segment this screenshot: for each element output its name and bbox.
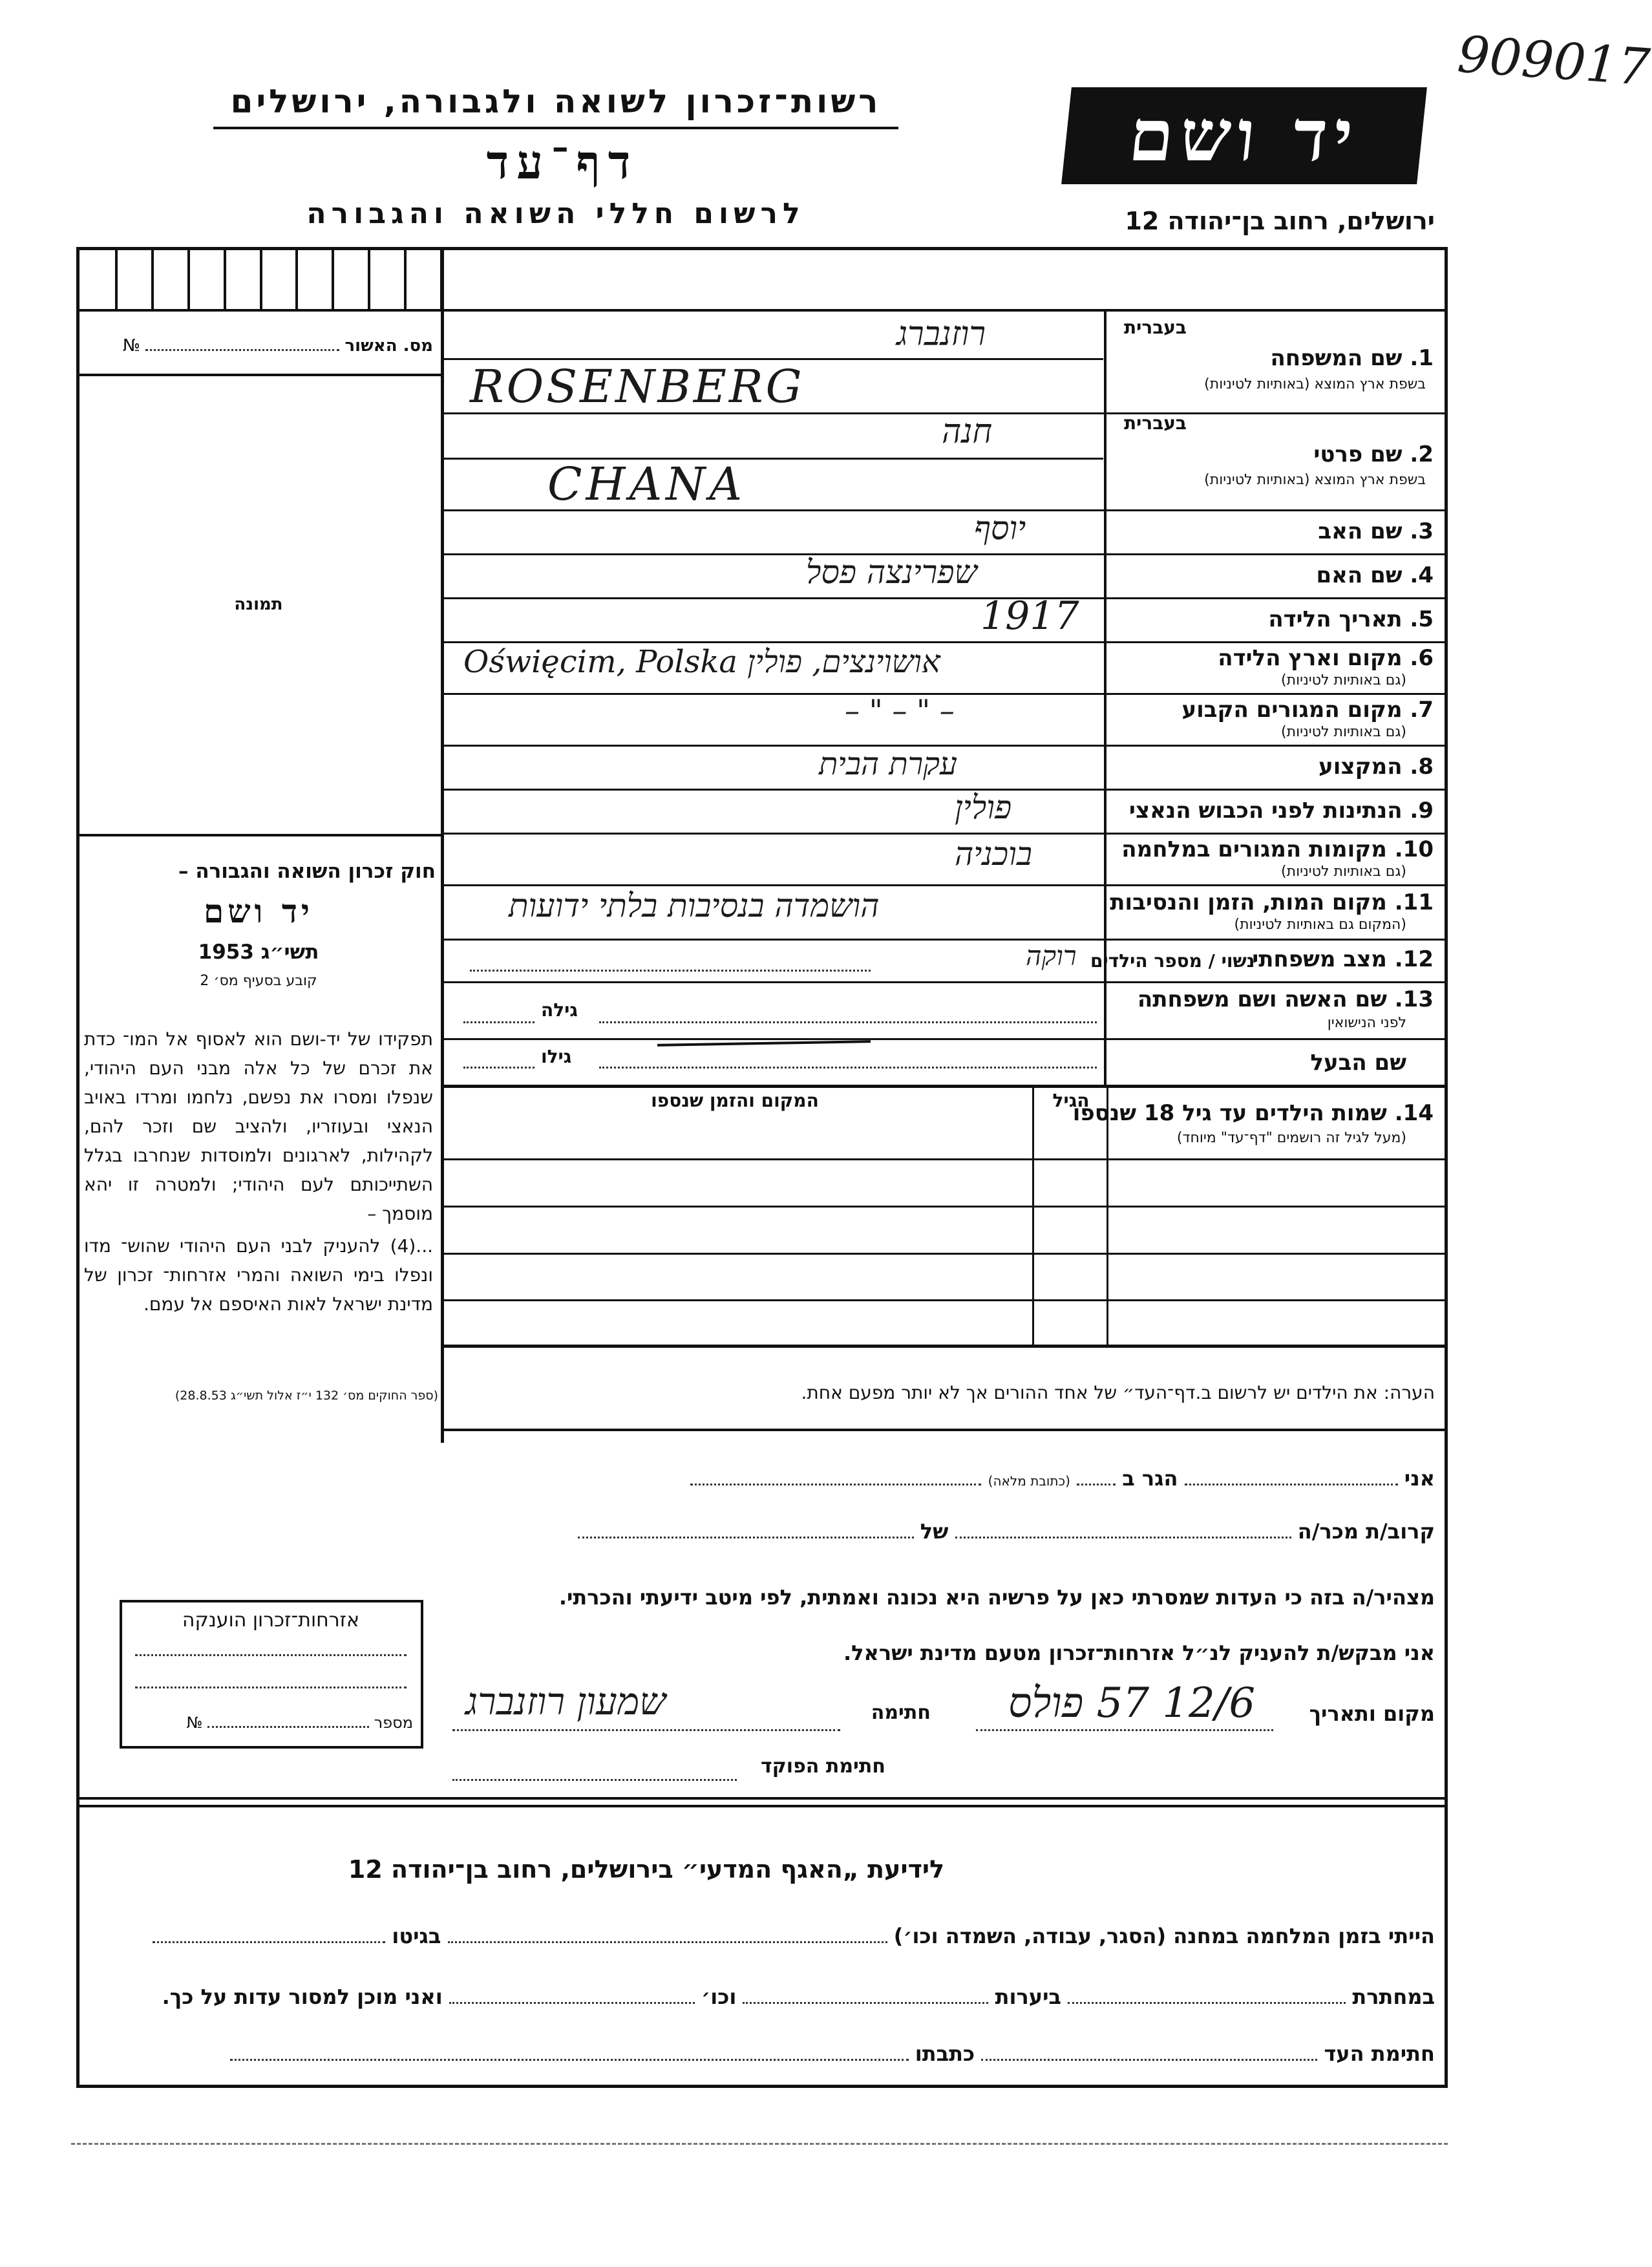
children-bottom-line xyxy=(444,1345,1445,1348)
field-row-family-name xyxy=(444,312,1445,414)
field-label-text: שם פרטי xyxy=(1313,442,1403,467)
decl-relative: קרוב/ת מכר/ה xyxy=(1297,1519,1435,1544)
signature-label: חתימה xyxy=(871,1701,931,1724)
field-num: 3. xyxy=(1410,518,1434,544)
wife-age-dotted xyxy=(463,1021,535,1023)
field-split-line xyxy=(444,458,1103,460)
decl-full-address: (כתובת מלאה) xyxy=(988,1473,1070,1489)
field-row-birth-place xyxy=(444,641,1445,695)
field-hebrew-tag: בעברית xyxy=(1123,317,1187,338)
officer-sig-label: חתימת הפוקד xyxy=(761,1755,885,1778)
law-footnote: (ספר החוקים מס׳ 132 י״ז אלול תשי״ג 28.8.53) xyxy=(175,1389,438,1403)
citizenship-dotted xyxy=(135,1687,407,1688)
field-row-death xyxy=(444,884,1445,941)
husband-dotted xyxy=(599,1067,1097,1069)
field-value: בוכניה xyxy=(955,835,1032,873)
marital-extra-label: נשוי / מספר הילדים xyxy=(1090,950,1255,972)
field-label-text: הנתינות לפני הכבוש הנאצי xyxy=(1128,798,1403,824)
info-address: כתבתו xyxy=(915,2041,975,2066)
citizenship-number-suffix: № xyxy=(186,1714,203,1732)
field-value: Oświęcim, Polska אושוינצים, פולין xyxy=(463,644,940,680)
field-num: 7. xyxy=(1410,697,1434,723)
info-ready: ואני מוכן למסור עדות על כך. xyxy=(162,1985,443,2009)
info-underground: במחתרת xyxy=(1352,1985,1435,2009)
field-num: 4. xyxy=(1410,562,1434,588)
form-title: דף־עד xyxy=(486,134,639,189)
field-num: 11. xyxy=(1394,889,1434,915)
archive-number: 909017 xyxy=(1456,25,1652,98)
field-row-wartime-residence xyxy=(444,833,1445,886)
children-col-divider-1 xyxy=(1032,1086,1034,1345)
signature-dotted xyxy=(452,1729,840,1731)
address: ירושלים, רחוב בן־יהודה 12 xyxy=(1125,207,1435,235)
note-bottom-line xyxy=(444,1429,1445,1431)
section-separator-1 xyxy=(76,1797,1448,1800)
field-sub: לפני הנישואין xyxy=(1327,1015,1406,1031)
field-num: 13. xyxy=(1394,986,1434,1012)
field-label xyxy=(1110,889,1434,915)
place-date-label: מקום ותאריך xyxy=(1309,1701,1435,1726)
field-label xyxy=(1313,442,1434,467)
authority-title: רשות־זכרון לשואה ולגבורה, ירושלים xyxy=(230,83,882,120)
photo-bottom-line xyxy=(79,834,442,836)
field-value: – " – " – xyxy=(845,693,955,728)
field-row-father xyxy=(444,509,1445,555)
citizenship-dotted xyxy=(135,1654,407,1656)
info-forests: ביערות xyxy=(995,1985,1062,2009)
decl-statement: מצהיר/ה בזה כי העדות שמסרתי כאן על פרשיה היא נכונה ואמתית, לפי מיטב ידיעתי והכרתי. xyxy=(558,1585,1435,1610)
field-row-wife xyxy=(444,981,1445,1040)
field-label xyxy=(1270,345,1434,371)
field-value: שפרינצה פסל xyxy=(806,553,977,591)
yad-vashem-logo xyxy=(1061,87,1427,184)
field-num: 1. xyxy=(1410,345,1434,371)
info-camp: הייתי בזמן המלחמה במחנה (הסגר, עבודה, השמדה וכו׳) xyxy=(893,1924,1435,1948)
fields-area xyxy=(444,312,1445,1087)
children-age-header: הגיל xyxy=(1052,1090,1090,1111)
children-label xyxy=(1073,1100,1434,1126)
field-value: הושמדה בנסיבות בלתי ידועות xyxy=(509,887,880,924)
field-sub: בשפת ארץ המוצא (באותיות לטיניות) xyxy=(1204,376,1426,392)
field-label-text: מצב משפחתי xyxy=(1252,946,1387,972)
field-num: 10. xyxy=(1394,836,1434,862)
section-separator-2 xyxy=(76,1805,1448,1807)
field-value: יוסף xyxy=(974,509,1026,547)
field-value: עקרת הבית xyxy=(819,746,958,782)
field-row-marital xyxy=(444,939,1445,983)
field-label xyxy=(1181,697,1434,723)
place-date-value: 12/6 57 פולס xyxy=(1008,1679,1256,1727)
citizenship-number xyxy=(129,1714,413,1732)
law-text-2: ...(4) להעניק לבני העם היהודי שהוש־ מדו ונפלו בימי השואה והמרי אזרחות־ זכרון של מדינת ישראל לאות האיספם אל עמם. xyxy=(84,1235,433,1315)
decl-request: אני מבקש/ת להעניק לנ״ל אזרחות־זכרון מטעם מדינת ישראל. xyxy=(843,1641,1435,1665)
field-label xyxy=(1252,946,1434,972)
field-value-hebrew: חנה xyxy=(942,412,993,451)
field-label xyxy=(1218,645,1434,671)
field-num: 2. xyxy=(1410,442,1434,467)
field-num: 5. xyxy=(1410,606,1434,632)
approval-number xyxy=(90,336,433,356)
citizenship-box xyxy=(120,1600,423,1749)
field-row-profession xyxy=(444,745,1445,791)
decl-ani: אני xyxy=(1404,1466,1435,1491)
children-row-line xyxy=(444,1299,1445,1301)
field-sub: (גם באותיות לטיניות) xyxy=(1281,672,1406,688)
law-name: יד ושם xyxy=(204,892,313,930)
field-label xyxy=(1318,518,1434,544)
field-num: 9. xyxy=(1410,798,1434,824)
field-label xyxy=(1316,562,1434,588)
declaration-line-2 xyxy=(452,1519,1435,1544)
photo-top-line xyxy=(79,374,442,376)
field-label-text: מקומות המגורים במלחמה xyxy=(1121,836,1387,862)
field-sub: (גם באותיות לטיניות) xyxy=(1281,864,1406,880)
decl-resident: הגר ב xyxy=(1122,1466,1178,1491)
citizenship-number-label: מספר xyxy=(374,1714,413,1732)
field-value-hebrew: רוזנברג xyxy=(896,315,986,354)
field-label: שם הבעל xyxy=(1310,1050,1406,1076)
field-label-text: שם האשה ושם משפחתה xyxy=(1137,986,1387,1012)
field-label-text: שם האב xyxy=(1318,518,1403,544)
field-row-citizenship xyxy=(444,789,1445,835)
law-text-1: תפקידו של יד-ושם הוא לאסוף אל המו־ כדת את זכרם של כל אלה מבני העם היהודי, שנפלו ומסרו את נפשם, נלחמו ומרדו באויב הנאצי ובעוזריו, ולהציב שם וזכר להם, לקהילות, לארגונים ולמוסדות שנחרבו בגלל השתייכותם לעם היהודי; ולמטרה זו יהא מוסמך – xyxy=(84,1028,433,1224)
signature-value: שמעון רוזנברג xyxy=(465,1679,666,1723)
field-sub: (גם באותיות לטיניות) xyxy=(1281,724,1406,740)
law-year: תשי״ג 1953 xyxy=(198,941,319,964)
field-sub: (המקום גם באותיות לטיניות) xyxy=(1234,917,1406,933)
children-table xyxy=(444,1086,1445,1357)
citizenship-box-title: אזרחות־זכרון הוענקה xyxy=(182,1609,360,1632)
photo-label: תמונה xyxy=(234,595,283,614)
officer-sig-dotted xyxy=(452,1779,737,1781)
field-value: רוקה xyxy=(1026,940,1077,972)
field-row-residence xyxy=(444,693,1445,747)
info-etc: וכו׳ xyxy=(701,1985,737,2009)
field-row-mother xyxy=(444,553,1445,599)
children-row-line xyxy=(444,1206,1445,1208)
children-header-line xyxy=(444,1158,1445,1160)
field-value-latin: CHANA xyxy=(547,458,746,511)
field-label-text: תאריך הלידה xyxy=(1268,606,1403,632)
field-label xyxy=(1268,606,1434,632)
declaration-line-1 xyxy=(452,1466,1435,1491)
field-label xyxy=(1121,836,1434,862)
field-sub: בשפת ארץ המוצא (באותיות לטיניות) xyxy=(1204,472,1426,488)
field-value-latin: ROSENBERG xyxy=(470,360,805,413)
info-witness-sig: חתימת העד xyxy=(1324,2041,1435,2066)
info-line-3 xyxy=(90,2041,1435,2066)
info-ghetto: בגיטו xyxy=(392,1924,441,1948)
info-title: לידיעת „האגף המדעי״ בירושלים, רחוב בן־יהודה 12 xyxy=(348,1855,945,1884)
field-value: 1917 xyxy=(980,593,1079,639)
children-place-header: המקום והזמן שנספו xyxy=(651,1090,819,1111)
field-label-text: מקום המגורים הקבוע xyxy=(1181,697,1403,723)
field-hebrew-tag: בעברית xyxy=(1123,412,1187,434)
field-label xyxy=(1318,754,1434,780)
marital-dotted xyxy=(470,970,871,972)
approval-label: מס. האשור xyxy=(344,336,433,356)
field-row-first-name xyxy=(444,412,1445,511)
field-label-text: שם האם xyxy=(1316,562,1403,588)
husband-age-label: גילו xyxy=(541,1046,572,1067)
top-cells xyxy=(81,250,443,309)
children-sub: (מעל לגיל זה רושמים "דף־עד" מיוחד) xyxy=(1176,1130,1406,1146)
children-label-text: שמות הילדים עד גיל 18 שנספו xyxy=(1072,1100,1387,1126)
wife-dotted xyxy=(599,1021,1097,1023)
husband-age-dotted xyxy=(463,1067,535,1069)
children-note: הערה: את הילדים יש לרשום ב.דף־העד״ של אחד ההורים אך לא יותר מפעם אחת. xyxy=(801,1382,1435,1403)
logo-text: יד ושם xyxy=(1125,94,1364,177)
field-label-text: מקום המות, הזמן והנסיבות xyxy=(1110,889,1387,915)
field-num: 8. xyxy=(1410,754,1434,780)
field-label xyxy=(1129,798,1434,824)
place-date-dotted xyxy=(976,1729,1273,1731)
field-num: 6. xyxy=(1410,645,1434,671)
field-num: 12. xyxy=(1394,946,1434,972)
approval-suffix: № xyxy=(122,336,140,356)
field-row-husband xyxy=(444,1038,1445,1088)
decl-of: של xyxy=(920,1519,949,1544)
children-row-line xyxy=(444,1253,1445,1255)
wife-age-label: גילה xyxy=(541,999,578,1021)
field-label-text: מקום וארץ הלידה xyxy=(1218,645,1403,671)
children-num: 14. xyxy=(1394,1100,1434,1126)
field-value: פולין xyxy=(955,789,1012,826)
info-line-1 xyxy=(90,1924,1435,1948)
husband-dash-mark xyxy=(657,1040,871,1047)
form-subtitle: לרשום חללי השואה והגבורה xyxy=(306,197,805,230)
info-line-2 xyxy=(90,1985,1435,2009)
scan-artifact-line xyxy=(71,2143,1448,2145)
field-label-text: המקצוע xyxy=(1318,754,1403,780)
field-row-birth-date xyxy=(444,593,1445,643)
field-label xyxy=(1138,986,1434,1012)
authority-underline xyxy=(213,127,898,129)
field-label-text: שם המשפחה xyxy=(1270,345,1403,371)
law-title: חוק זכרון השואה והגבורה – xyxy=(178,860,436,883)
law-clause: קובע בסעיף מס׳ 2 xyxy=(200,973,317,989)
